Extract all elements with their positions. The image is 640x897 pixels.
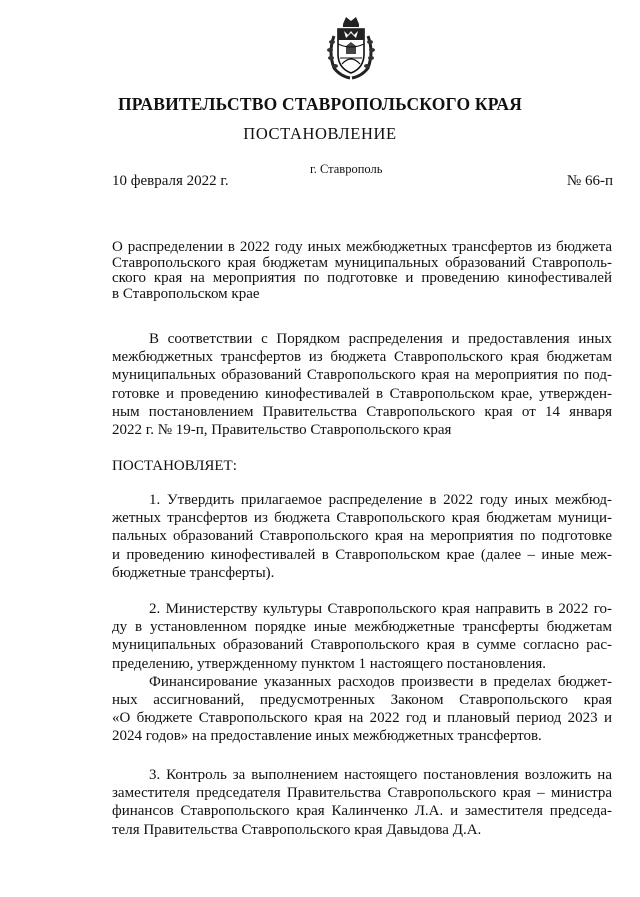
document-type: ПОСТАНОВЛЕНИЕ — [243, 124, 397, 143]
subject-line: ского края на мероприятия по подготовке и проведению кинофестивалей — [112, 270, 612, 286]
item-2-line: 2. Министерству культуры Ставропольского края направить в 2022 го- — [149, 601, 612, 617]
document-date: 10 февраля 2022 г. — [112, 173, 229, 189]
item-3-line: заместителя председателя Правительства Ставропольского края – министра — [112, 785, 612, 802]
city: г. Ставрополь — [310, 162, 383, 176]
preamble-line: ным постановлением Правительства Ставропольского края от 14 января — [112, 403, 612, 420]
item-2-financing-line: Финансирование указанных расходов произвести в пределах бюджет- — [149, 673, 612, 690]
preamble-line: межбюджетных трансфертов из бюджета Ставропольского края бюджетам — [112, 349, 612, 366]
item-2-financing-line: 2024 годов» на предоставление иных межбюджетных трансфертов. — [112, 728, 542, 745]
subject-line: Ставропольского края бюджетам муниципальных образований Ставрополь- — [112, 254, 612, 271]
preamble-line: 2022 г. № 19-п, Правительство Ставропольского края — [112, 422, 452, 439]
subject-line: в Ставропольском крае — [112, 285, 260, 302]
document-number: № 66-п — [566, 173, 613, 189]
item-3-paragraph — [112, 766, 612, 839]
item-1-line: жетных трансфертов из бюджета Ставропольского края бюджетам муници- — [112, 510, 612, 527]
item-2-line: пределению, утвержденному пунктом 1 настоящего постановления. — [112, 655, 547, 672]
document-subject — [112, 240, 612, 302]
item-2-financing-line: ных ассигнований, предусмотренных Законом Ставропольского края — [112, 692, 612, 709]
preamble-line: готовке и проведению кинофестивалей в Ставропольском крае, утвержден- — [112, 385, 612, 402]
item-1-paragraph — [112, 491, 612, 582]
item-2-line: муниципальных образований Ставропольского края в сумме согласно рас- — [112, 637, 612, 654]
coat-of-arms-icon — [326, 14, 376, 82]
item-3-line: финансов Ставропольского края Калинченко Л.А. и заместителя председа- — [112, 803, 612, 820]
item-1-line: 1. Утвердить прилагаемое распределение в 2022 году иных межбюд- — [149, 492, 612, 508]
decree-word: ПОСТАНОВЛЯЕТ: — [112, 458, 237, 474]
item-2-financing-line: «О бюджете Ставропольского края на 2022 год и плановый период 2023 и — [112, 710, 612, 727]
preamble-line: В соответствии с Порядком распределения и предоставления иных — [149, 331, 612, 347]
organization-title: ПРАВИТЕЛЬСТВО СТАВРОПОЛЬСКОГО КРАЯ — [117, 94, 523, 114]
item-1-line: бюджетные трансферты). — [112, 564, 275, 581]
item-2-line: ду в установленном порядке иные межбюджетные трансферты бюджетам — [112, 619, 612, 636]
item-3-line: 3. Контроль за выполнением настоящего постановления возложить на — [149, 767, 612, 783]
preamble-paragraph — [112, 330, 612, 439]
subject-line: О распределении в 2022 году иных межбюджетных трансфертов из бюджета — [112, 239, 612, 255]
preamble-line: муниципальных образований Ставропольского края на мероприятия по под- — [112, 367, 612, 384]
item-2-paragraph — [112, 600, 612, 746]
item-1-line: пальных образований Ставропольского края на мероприятия по подготовке — [112, 528, 612, 545]
item-3-line: теля Правительства Ставропольского края Давыдова Д.А. — [112, 821, 482, 838]
item-1-line: и проведению кинофестивалей в Ставропольском крае (далее – иные меж- — [112, 546, 612, 563]
